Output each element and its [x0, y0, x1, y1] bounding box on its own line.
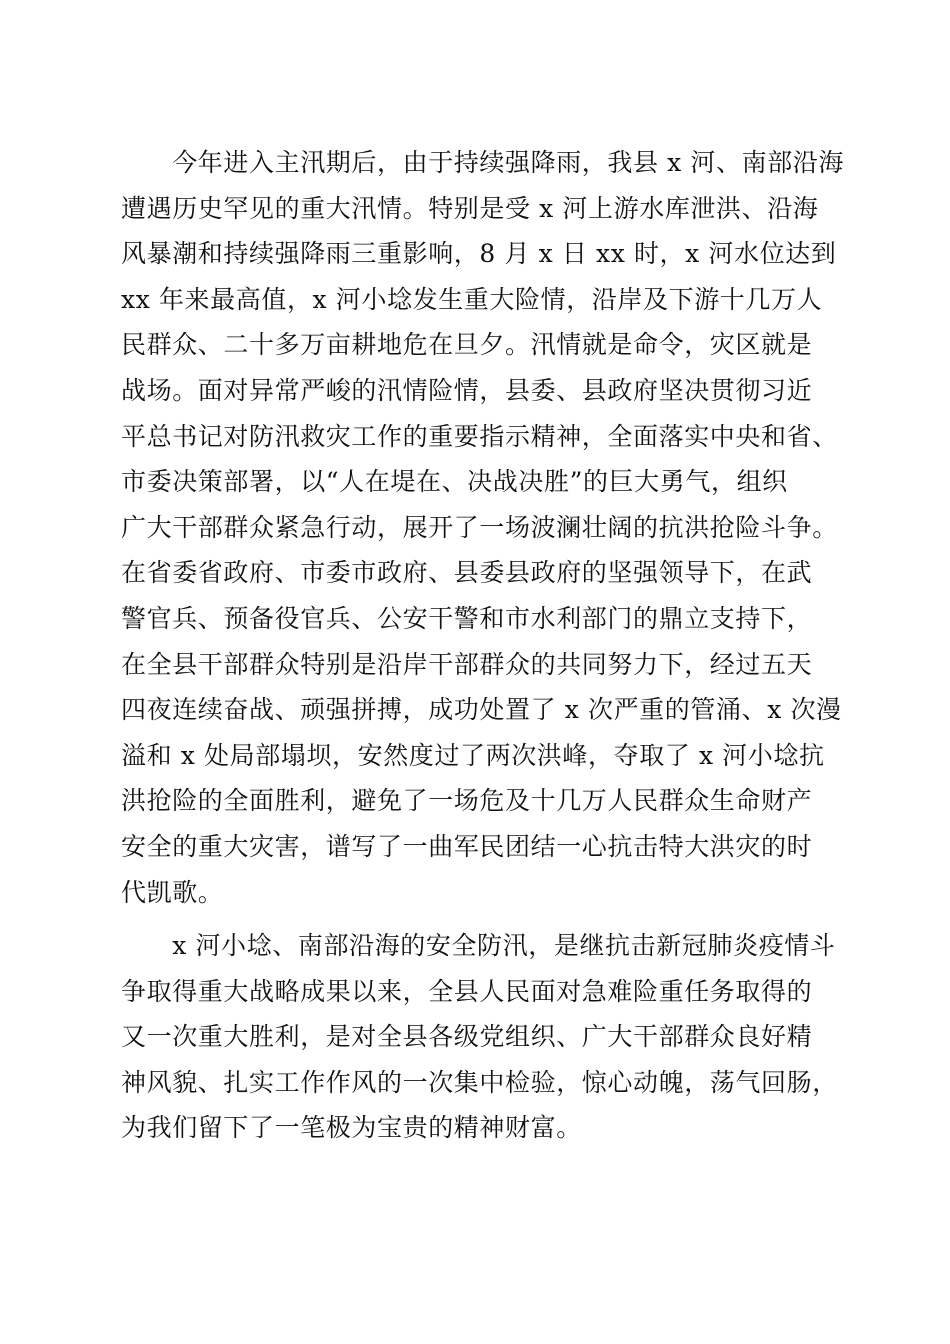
text-line: 广大干部群众紧急行动，展开了一场波澜壮阔的抗洪抢险斗争。 [121, 512, 838, 542]
text-line: 溢和 x 处局部塌坝，安然度过了两次洪峰，夺取了 x 河小埝抗 [121, 740, 825, 770]
text-line: 风暴潮和持续强降雨三重影响，8 月 x 日 xx 时，x 河水位达到 [121, 239, 837, 269]
text-line: 战场。面对异常严峻的汛情险情，县委、县政府坚决贯彻习近 [121, 375, 813, 405]
text-line: 在全县干部群众特别是沿岸干部群众的共同努力下，经过五天 [121, 649, 813, 679]
text-line: 警官兵、预备役官兵、公安干警和市水利部门的鼎立支持下， [121, 603, 813, 633]
paragraph-spacer [121, 915, 829, 923]
text-line: 为我们留下了一笔极为宝贵的精神财富。 [121, 1113, 582, 1143]
text-line: 今年进入主汛期后，由于持续强降雨，我县 x 河、南部沿海 [121, 148, 844, 177]
text-line: 遭遇历史罕见的重大汛情。特别是受 x 河上游水库泄洪、沿海 [121, 193, 819, 223]
text-line: 神风貌、扎实工作作风的一次集中检验，惊心动魄，荡气回肠， [121, 1067, 838, 1097]
text-line: xx 年来最高值，x 河小埝发生重大险情，沿岸及下游十几万人 [121, 284, 823, 314]
document-body [121, 140, 844, 1151]
text-line: 争取得重大战略成果以来，全县人民面对急难险重任务取得的 [121, 976, 813, 1006]
text-line: 四夜连续奋战、顽强拼搏，成功处置了 x 次严重的管涌、x 次漫 [121, 695, 842, 725]
text-line: 又一次重大胜利，是对全县各级党组织、广大干部群众良好精 [121, 1022, 813, 1052]
paragraph-1 [121, 140, 844, 915]
text-line: 代凯歌。 [121, 877, 224, 907]
text-line: 安全的重大灾害，谱写了一曲军民团结一心抗击特大洪灾的时 [121, 831, 813, 861]
text-line: 洪抢险的全面胜利，避免了一场危及十几万人民群众生命财产 [121, 786, 813, 816]
text-line: x 河小埝、南部沿海的安全防汛，是继抗击新冠肺炎疫情斗 [121, 931, 836, 961]
text-line: 平总书记对防汛救灾工作的重要指示精神，全面落实中央和省、 [121, 421, 838, 451]
text-line: 民群众、二十多万亩耕地危在旦夕。汛情就是命令，灾区就是 [121, 330, 813, 360]
paragraph-2 [121, 923, 838, 1151]
text-line: 在省委省政府、市委市政府、县委县政府的坚强领导下，在武 [121, 558, 813, 588]
text-line: 市委决策部署，以“人在堤在、决战决胜”的巨大勇气，组织 [121, 467, 788, 497]
